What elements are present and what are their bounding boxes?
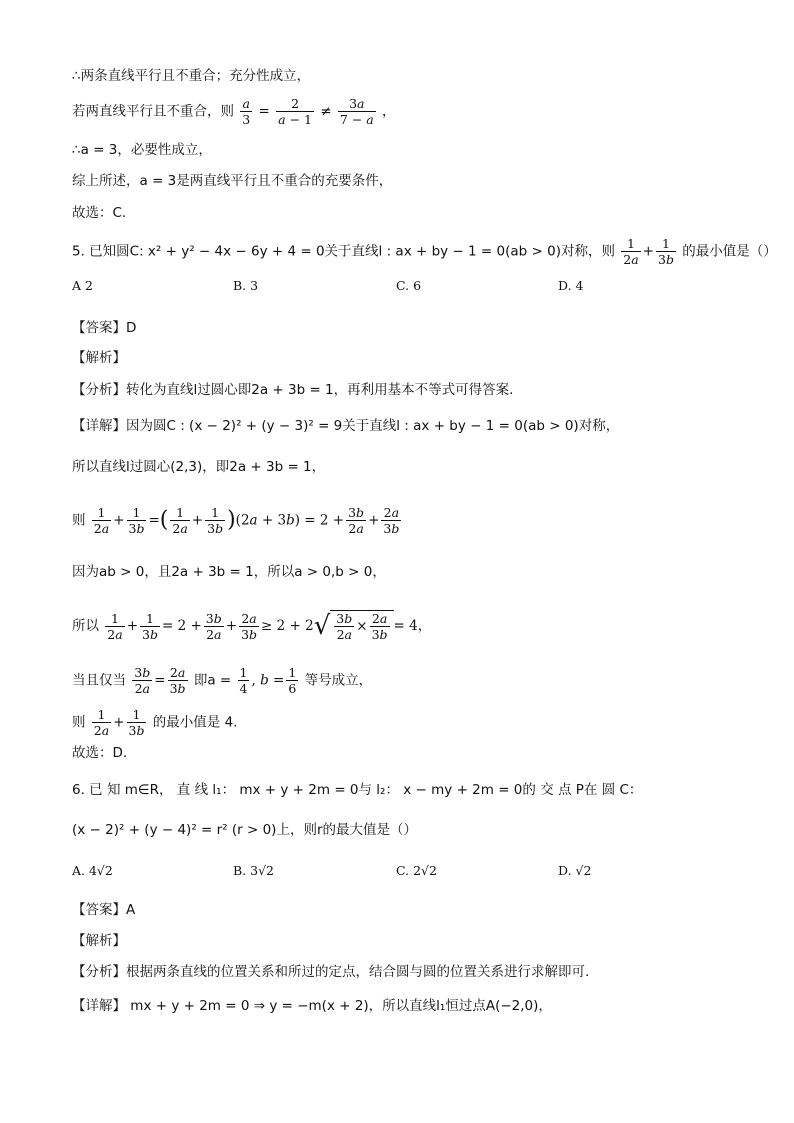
option-c: C. 2√2 (396, 863, 437, 878)
text-line-fraction: 若两直线平行且不重合，则 $\frac{a}{3}$ = $\frac{2}{a - 1}$ ≠ $\frac{3a}{7 - a}$ ， (72, 96, 396, 127)
text-prefix: 所以 (72, 618, 99, 634)
analysis-label: 【解析】 (72, 350, 126, 366)
option-d: D. 4 (558, 278, 584, 293)
text-suffix: 等号成立， (304, 672, 373, 689)
option-b: B. 3√2 (233, 863, 275, 878)
text-suffix: 的最小值是 4. (152, 714, 238, 731)
text-line: ∴两条直线平行且不重合；充分性成立， (72, 68, 311, 84)
text-line: 综上所述，a = 3是两直线平行且不重合的充要条件， (72, 173, 393, 189)
stem-text: 的最小值是（） (682, 243, 777, 260)
fraction: $\frac{3a}{7 - a}$ (339, 96, 374, 127)
answer-label: 【答案】A (72, 902, 136, 918)
text-line: 故选：C. (72, 205, 127, 221)
option-a: A 2 (72, 278, 93, 293)
text-line: 故选：D. (72, 745, 128, 761)
analysis-text: 【分析】根据两条直线的位置关系和所过的定点，结合圆与圆的位置关系进行求解即可. (72, 964, 590, 980)
equation-line: 所以 $\frac{1}{2a}$ + $\frac{1}{3b}$ = 2 + $\frac{3b}{2a}$ + $\frac{2a}{3b}$ ≥ 2 + 2√ $\frac{3b}{2a}$ × $\frac{2a}{3b}$ = 4， (72, 610, 432, 642)
text-line: 所以直线l过圆心(2,3)，即2a + 3b = 1， (72, 459, 326, 475)
text-line: ∴a = 3，必要性成立， (72, 142, 212, 158)
fraction: $\frac{2}{a - 1}$ (278, 96, 312, 127)
option-c: C. 6 (396, 278, 422, 293)
answer-label: 【答案】D (72, 320, 137, 336)
text-prefix: 若两直线平行且不重合，则 (72, 103, 234, 120)
detail-text: 【详解】因为圆C : (x − 2)² + (y − 3)² = 9关于直线l : ax + by − 1 = 0(ab > 0)对称， (72, 418, 620, 434)
stem-text: 5. 已知圆C: x² + y² − 4x − 6y + 4 = 0关于直线l : ax + by − 1 = 0(ab > 0)对称，则 (72, 243, 615, 260)
text-prefix: 当且仅当 (72, 672, 126, 689)
text-prefix: 则 (72, 714, 86, 731)
option-a: A. 4√2 (72, 863, 113, 878)
fraction: $\frac{a}{3}$ (242, 96, 251, 127)
question-5-stem: 5. 已知圆C: x² + y² − 4x − 6y + 4 = 0关于直线l : ax + by − 1 = 0(ab > 0)对称，则 $\frac{1}{2a}$ + $\frac{1}{3b}$ 的最小值是（） (72, 236, 777, 267)
equation-line: 则 $\frac{1}{2a}$ + $\frac{1}{3b}$ 的最小值是 4. (72, 707, 238, 738)
analysis-label: 【解析】 (72, 933, 126, 949)
text-suffix: ， (382, 103, 396, 120)
equation-line: 则 $\frac{1}{2a}$ + $\frac{1}{3b}$ =( $\frac{1}{2a}$ + $\frac{1}{3b}$ )(2a + 3b) = 2 + $\frac{3b}{2a}$ + $\frac{2a}{3b}$ (72, 505, 400, 536)
text-mid: 即a = (193, 672, 232, 689)
question-6-stem-2: (x − 2)² + (y − 4)² = r² (r > 0)上，则r的最大值是（） (72, 822, 417, 838)
option-b: B. 3 (233, 278, 259, 293)
text-prefix: 则 (72, 512, 86, 529)
question-6-stem: 6. 已 知 m∈R， 直 线 l₁： mx + y + 2m = 0与 l₂： x − my + 2m = 0的 交 点 P在 圆 C： (72, 782, 643, 798)
analysis-text: 【分析】转化为直线l过圆心即2a + 3b = 1，再利用基本不等式可得答案. (72, 382, 514, 398)
text-line: 因为ab > 0，且2a + 3b = 1，所以a > 0,b > 0， (72, 564, 386, 580)
equation-line: 当且仅当 $\frac{3b}{2a}$ = $\frac{2a}{3b}$ 即a = $\frac{1}{4}$ , b = $\frac{1}{6}$ 等号成立， (72, 665, 373, 696)
detail-text: 【详解】 mx + y + 2m = 0 ⇒ y = −m(x + 2)，所以直线l₁恒过点A(−2,0)， (72, 998, 552, 1014)
option-d: D. √2 (558, 863, 592, 878)
